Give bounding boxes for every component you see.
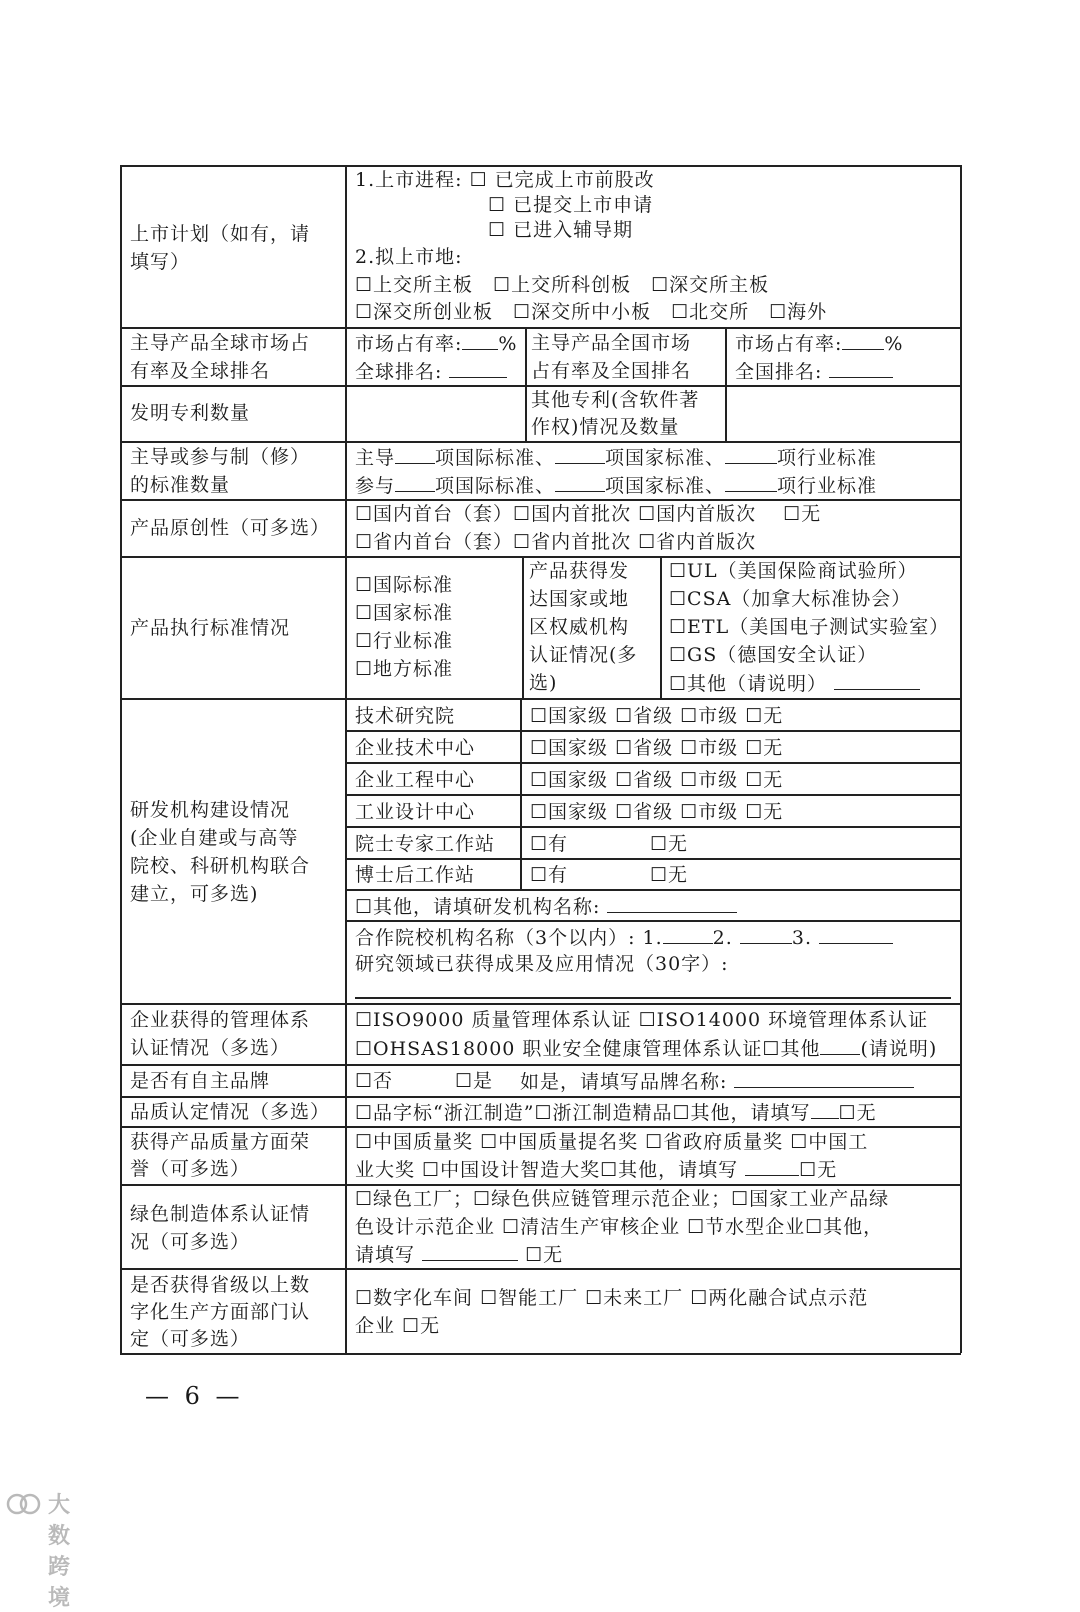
standards-lead-line <box>355 443 877 472</box>
rnd-sub-eng-center: 企业工程中心 <box>355 769 476 791</box>
lead-industry-blank[interactable] <box>725 443 777 464</box>
cert-other-blank[interactable] <box>834 669 920 690</box>
honor-options-2[interactable] <box>355 1155 837 1184</box>
quality-label: 品质认定情况（多选） <box>130 1101 331 1123</box>
green-label-line2: 况（可多选） <box>130 1231 251 1253</box>
mgmt-cert-label-line2: 认证情况（多选） <box>130 1037 291 1059</box>
quality-options-text: ☐品字标“浙江制造”☐浙江制造精品☐其他，请填写 <box>355 1102 811 1124</box>
standards-participate-line <box>355 471 877 500</box>
results-blank[interactable] <box>355 997 951 999</box>
watermark-icon <box>6 1490 42 1518</box>
part-industry-blank[interactable] <box>725 471 777 492</box>
honor-label-line1: 获得产品质量方面荣 <box>130 1131 311 1153</box>
national-share-title-line1: 主导产品全国市场 <box>531 332 692 354</box>
global-rank-label: 全球排名: <box>355 361 443 383</box>
cert-other-label: ☐其他（请说明） <box>669 673 828 695</box>
grid-line <box>120 1003 961 1005</box>
exec-option-intl[interactable]: ☐国际标准 <box>355 574 454 596</box>
national-share-label: 市场占有率: <box>735 333 843 355</box>
green-options-2[interactable]: 色设计示范企业 ☐清洁生产审核企业 ☐节水型企业☐其他， <box>355 1216 884 1238</box>
standards-label-line1: 主导或参与制（修） <box>130 446 311 468</box>
brand-no-option[interactable]: ☐否 <box>355 1070 394 1092</box>
cert-option-ul[interactable]: ☐UL（美国保险商试验所） <box>669 560 918 582</box>
grid-line <box>345 858 961 860</box>
digital-options-2[interactable]: 企业 ☐无 <box>355 1315 441 1337</box>
rnd-level-options[interactable]: ☐国家级 ☐省级 ☐市级 ☐无 <box>530 801 784 823</box>
exec-option-national[interactable]: ☐国家标准 <box>355 602 454 624</box>
lead-intl-blank[interactable] <box>395 443 435 464</box>
rnd-sub-design-center: 工业设计中心 <box>355 801 476 823</box>
grid-line <box>725 327 727 441</box>
global-share-label: 市场占有率: <box>355 333 463 355</box>
global-rank-blank[interactable] <box>449 357 507 378</box>
standards-label-line2: 的标准数量 <box>130 474 231 496</box>
brand-yes-option[interactable]: ☐是 <box>455 1070 494 1092</box>
rnd-has-option[interactable]: ☐有 <box>530 833 569 855</box>
partner-blank-1[interactable] <box>663 923 713 944</box>
listing-label-line2: 填写） <box>130 251 191 273</box>
cert-title-line5: 选) <box>529 672 558 694</box>
cert-option-other[interactable] <box>669 669 920 698</box>
digital-label-line1: 是否获得省级以上数 <box>130 1274 311 1296</box>
honor-options-1[interactable]: ☐中国质量奖 ☐中国质量提名奖 ☐省政府质量奖 ☐中国工 <box>355 1131 869 1153</box>
grid-line <box>345 889 961 891</box>
digital-options-1[interactable]: ☐数字化车间 ☐智能工厂 ☐未来工厂 ☐两化融合试点示范 <box>355 1287 869 1309</box>
lead-label: 主导 <box>355 447 396 469</box>
listing-progress-option-2[interactable]: ☐ 已提交上市申请 <box>488 194 654 216</box>
mgmt-cert-other-blank[interactable] <box>820 1034 860 1055</box>
mgmt-cert-options-2[interactable] <box>355 1034 937 1063</box>
grid-line <box>345 794 961 796</box>
national-share-field[interactable] <box>735 329 903 358</box>
digital-label-line2: 字化生产方面部门认 <box>130 1301 311 1323</box>
brand-label: 是否有自主品牌 <box>130 1070 271 1092</box>
rnd-other-blank[interactable] <box>607 892 737 913</box>
grid-line <box>120 1353 961 1355</box>
grid-line <box>345 762 961 764</box>
exec-standard-label: 产品执行标准情况 <box>130 617 291 639</box>
market-share-label-line1: 主导产品全球市场占 <box>130 332 311 354</box>
cert-option-etl[interactable]: ☐ETL（美国电子测试实验室） <box>669 616 950 638</box>
rnd-has-option[interactable]: ☐有 <box>530 864 569 886</box>
national-share-blank[interactable] <box>842 329 884 350</box>
rnd-label-line1: 研发机构建设情况 <box>130 799 291 821</box>
rnd-label-line4: 建立，可多选) <box>130 883 259 905</box>
exec-option-industry[interactable]: ☐行业标准 <box>355 630 454 652</box>
digital-label-line3: 定（可多选） <box>130 1328 251 1350</box>
green-options-1[interactable]: ☐绿色工厂；☐绿色供应链管理示范企业；☐国家工业产品绿 <box>355 1188 890 1210</box>
cert-title-line3: 区权威机构 <box>529 616 630 638</box>
green-other-blank[interactable] <box>422 1240 518 1261</box>
rnd-label-line2: (企业自建或与高等 <box>130 827 299 849</box>
green-label-line1: 绿色制造体系认证情 <box>130 1203 311 1225</box>
rnd-sub-postdoc: 博士后工作站 <box>355 864 476 886</box>
cert-option-csa[interactable]: ☐CSA（加拿大标准协会） <box>669 588 912 610</box>
rnd-none-option[interactable]: ☐无 <box>650 833 689 855</box>
grid-line <box>525 327 527 441</box>
honor-other-blank[interactable] <box>745 1155 799 1176</box>
intl-standard-text: 项国际标准、 <box>435 447 556 469</box>
page-number: — 6 — <box>145 1382 244 1410</box>
intl-standard-text: 项国际标准、 <box>435 475 556 497</box>
quality-none-option[interactable]: ☐无 <box>838 1102 877 1124</box>
rnd-other-field[interactable] <box>355 892 737 921</box>
honor-none-option[interactable]: ☐无 <box>799 1159 838 1181</box>
percent-sign: % <box>498 333 518 355</box>
national-rank-label: 全国排名: <box>735 361 823 383</box>
mgmt-cert-explain: (请说明) <box>860 1038 938 1060</box>
partner-field[interactable] <box>355 923 893 952</box>
green-other-label: 请填写 <box>355 1244 416 1266</box>
results-label: 研究领域已获得成果及应用情况（30字）: <box>355 953 729 975</box>
patents-count-cell[interactable] <box>350 390 520 436</box>
national-share-title-line2: 占有率及全国排名 <box>531 360 692 382</box>
originality-options-2[interactable]: ☐省内首台（套）☐省内首批次 ☐省内首版次 <box>355 531 757 553</box>
partner-label: 合作院校机构名称（3个以内）: 1. <box>355 927 663 949</box>
grid-line <box>960 165 962 1353</box>
rnd-none-option[interactable]: ☐无 <box>650 864 689 886</box>
originality-options-1[interactable]: ☐国内首台（套）☐国内首批次 ☐国内首版次 ☐无 <box>355 503 822 525</box>
rnd-sub-tech-center: 企业技术中心 <box>355 737 476 759</box>
rnd-other-label: ☐其他，请填研发机构名称: <box>355 896 601 918</box>
listing-place-options-1[interactable]: ☐上交所主板 ☐上交所科创板 ☐深交所主板 <box>355 274 770 296</box>
originality-label: 产品原创性（可多选） <box>130 517 331 539</box>
brand-name-blank[interactable] <box>734 1067 914 1088</box>
listing-label-line1: 上市计划（如有，请 <box>130 223 311 245</box>
quality-options[interactable] <box>355 1098 877 1127</box>
lead-national-blank[interactable] <box>555 443 605 464</box>
watermark-text: 大数跨境 <box>48 1493 71 1611</box>
market-share-label-line2: 有率及全球排名 <box>130 360 271 382</box>
national-rank-blank[interactable] <box>829 357 893 378</box>
part-national-blank[interactable] <box>555 471 605 492</box>
rnd-level-options[interactable]: ☐国家级 ☐省级 ☐市级 ☐无 <box>530 769 784 791</box>
cert-title-line4: 认证情况(多 <box>529 644 638 666</box>
rnd-sub-tech-institute: 技术研究院 <box>355 705 456 727</box>
grid-line <box>120 165 122 1353</box>
partner-blank-2[interactable] <box>740 923 792 944</box>
industry-standard-text: 项行业标准 <box>777 447 878 469</box>
listing-progress-option-1[interactable]: 1.上市进程: ☐ 已完成上市前股改 <box>355 169 655 191</box>
grid-line <box>120 698 961 700</box>
industry-standard-text: 项行业标准 <box>777 475 878 497</box>
national-rank-field[interactable] <box>735 357 893 386</box>
grid-line <box>345 165 347 1353</box>
other-patents-label-line1: 其他专利(含软件著 <box>531 389 700 411</box>
global-rank-field[interactable] <box>355 357 507 386</box>
participate-label: 参与 <box>355 475 396 497</box>
rnd-level-options[interactable]: ☐国家级 ☐省级 ☐市级 ☐无 <box>530 737 784 759</box>
chat-bubble-icon <box>6 1490 42 1518</box>
cert-option-gs[interactable]: ☐GS（德国安全认证） <box>669 644 878 666</box>
honor-label-line2: 誉（可多选） <box>130 1158 251 1180</box>
national-standard-text: 项国家标准、 <box>605 475 726 497</box>
listing-place-options-2[interactable]: ☐深交所创业板 ☐深交所中小板 ☐北交所 ☐海外 <box>355 301 828 323</box>
part-intl-blank[interactable] <box>395 471 435 492</box>
rnd-level-options[interactable]: ☐国家级 ☐省级 ☐市级 ☐无 <box>530 705 784 727</box>
other-patents-label-line2: 作权)情况及数量 <box>531 416 680 438</box>
percent-sign: % <box>884 333 904 355</box>
grid-line <box>345 730 961 732</box>
cert-title-line2: 达国家或地 <box>529 588 630 610</box>
exec-option-local[interactable]: ☐地方标准 <box>355 658 454 680</box>
grid-line <box>522 556 524 698</box>
brand-name-label: 如是，请填写品牌名称: <box>520 1071 728 1093</box>
grid-line <box>345 826 961 828</box>
partner-index-2: 2. <box>712 927 733 949</box>
mgmt-cert-options-text: ☐OHSAS18000 职业安全健康管理体系认证☐其他 <box>355 1038 821 1060</box>
other-patents-cell[interactable] <box>730 390 955 436</box>
global-share-blank[interactable] <box>462 329 498 350</box>
rnd-sub-academician: 院士专家工作站 <box>355 833 496 855</box>
grid-line <box>660 556 662 698</box>
brand-name-field[interactable] <box>520 1067 914 1096</box>
partner-blank-3[interactable] <box>819 923 893 944</box>
patents-label: 发明专利数量 <box>130 402 251 424</box>
mgmt-cert-options-1[interactable]: ☐ISO9000 质量管理体系认证 ☐ISO14000 环境管理体系认证 <box>355 1009 929 1031</box>
quality-other-blank[interactable] <box>811 1098 839 1119</box>
national-standard-text: 项国家标准、 <box>605 447 726 469</box>
listing-place-title: 2.拟上市地: <box>355 246 463 268</box>
grid-line <box>120 1064 961 1066</box>
green-options-3[interactable] <box>355 1240 563 1269</box>
mgmt-cert-label-line1: 企业获得的管理体系 <box>130 1009 311 1031</box>
rnd-label-line3: 院校、科研机构联合 <box>130 855 311 877</box>
honor-options-text: 业大奖 ☐中国设计智造大奖☐其他，请填写 <box>355 1159 739 1181</box>
cert-title-line1: 产品获得发 <box>529 560 630 582</box>
global-share-field[interactable] <box>355 329 517 358</box>
green-none-option[interactable]: ☐无 <box>525 1244 564 1266</box>
listing-progress-option-3[interactable]: ☐ 已进入辅导期 <box>488 219 634 241</box>
partner-index-3: 3. <box>791 927 812 949</box>
